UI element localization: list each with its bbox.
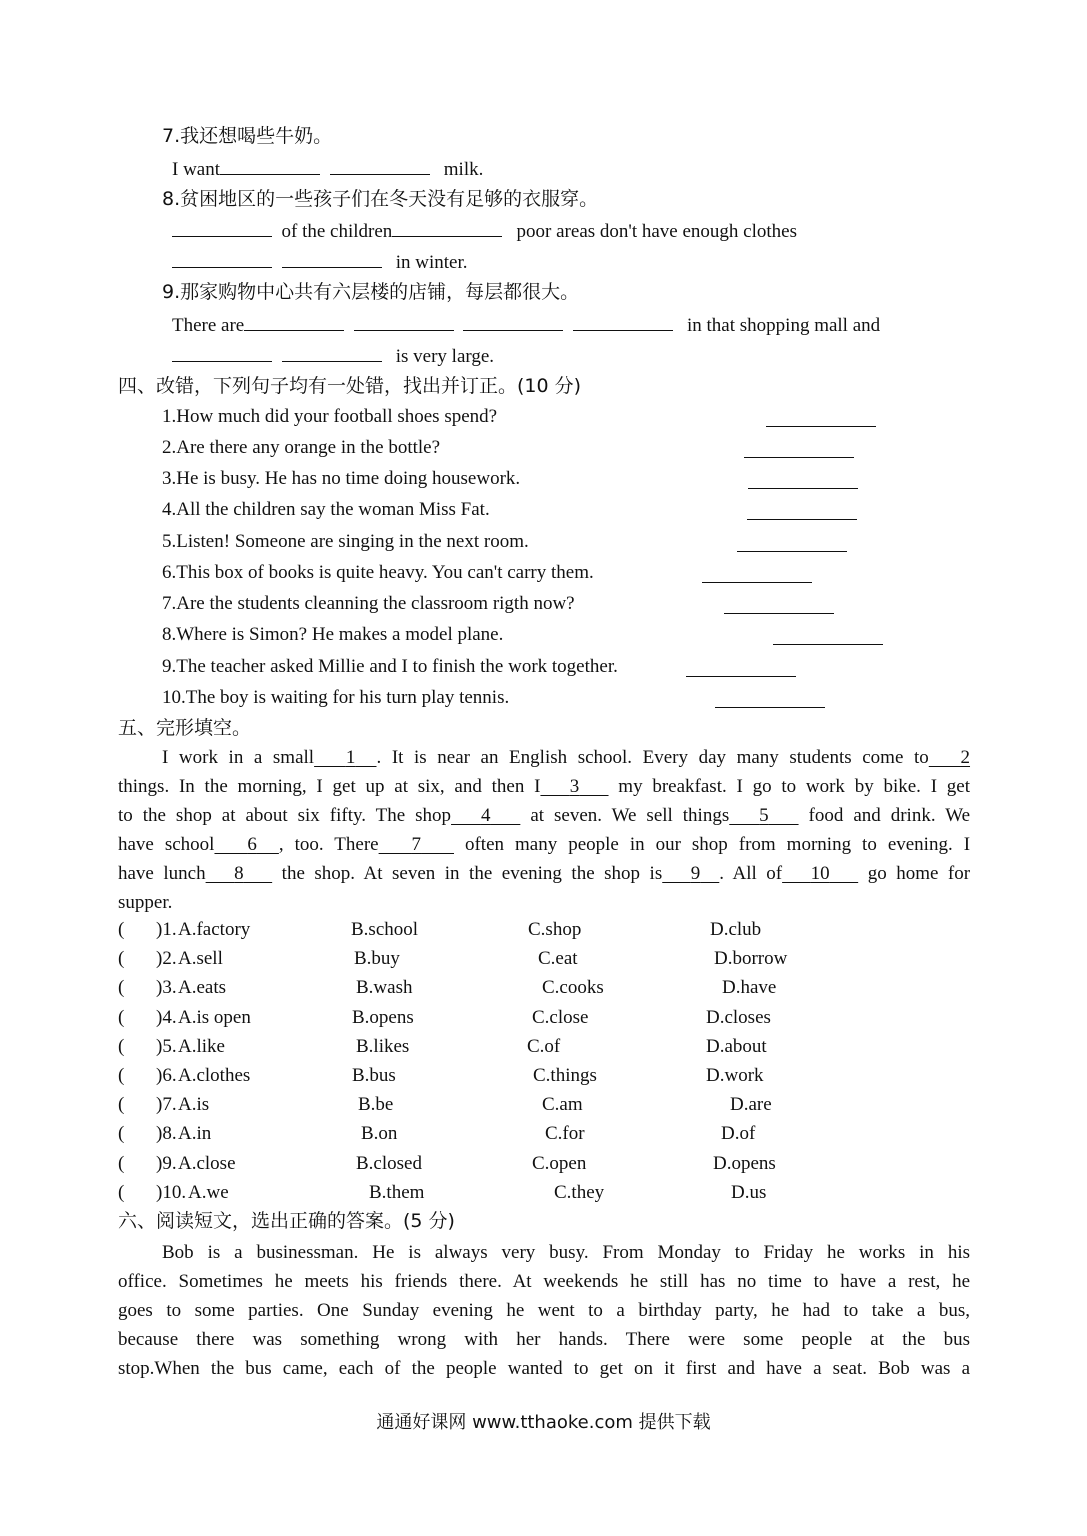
answer-blank[interactable] xyxy=(282,249,382,268)
correction-blank-7[interactable] xyxy=(724,612,834,614)
reading-line-3: goes to some parties. One Sunday evening he went to a birthday party, he had to take a bus, xyxy=(118,1300,970,1321)
answer-blank[interactable] xyxy=(392,218,502,237)
correction-blank-4[interactable] xyxy=(747,518,857,520)
error-item-1: 1.How much did your football shoes spend? xyxy=(162,406,498,427)
answer-blank[interactable] xyxy=(244,312,344,331)
answer-blank[interactable] xyxy=(172,218,272,237)
answer-bracket[interactable]: ( xyxy=(118,1006,125,1028)
answer-blank[interactable] xyxy=(463,312,563,331)
error-item-5: 5.Listen! Someone are singing in the next room. xyxy=(162,531,529,552)
error-item-9: 9.The teacher asked Millie and I to finish the work together. xyxy=(162,656,618,677)
q8-english-2: in winter. xyxy=(172,249,468,275)
option-d[interactable]: D.are xyxy=(730,1094,772,1116)
question-number: )8. xyxy=(156,1123,177,1145)
option-d[interactable]: D.opens xyxy=(713,1152,776,1174)
cloze-blank-3[interactable]: 3 xyxy=(569,776,580,797)
error-item-3: 3.He is busy. He has no time doing housework. xyxy=(162,468,521,489)
cloze-line-2: things. In the morning, I get up at six, and then I 3 my breakfast. I go to work by bike. I get xyxy=(118,776,970,797)
error-item-2: 2.Are there any orange in the bottle? xyxy=(162,437,441,458)
reading-line-5: stop.When the bus came, each of the people wanted to get on it first and have a seat. Bob was a xyxy=(118,1358,970,1379)
section5-heading: 五、完形填空。 xyxy=(118,717,252,739)
answer-bracket[interactable]: ( xyxy=(118,919,125,940)
question-number: )9. xyxy=(156,1152,177,1174)
q9-english-2: is very large. xyxy=(172,343,494,369)
cloze-line-4: have school 6 , too. There 7 often many people in our shop from morning to evening. I xyxy=(118,834,971,855)
option-b[interactable]: B.opens xyxy=(352,1006,414,1028)
error-item-10: 10.The boy is waiting for his turn play tennis. xyxy=(162,687,510,708)
option-c[interactable]: C.of xyxy=(527,1035,561,1057)
cloze-blank-5[interactable]: 5 xyxy=(759,805,769,826)
option-b[interactable]: B.them xyxy=(369,1181,425,1203)
correction-blank-1[interactable] xyxy=(766,425,876,427)
option-b[interactable]: B.on xyxy=(361,1123,398,1145)
reading-line-4: because there was something wrong with her hands. There were some people at the bus xyxy=(118,1329,970,1350)
error-item-7: 7.Are the students cleanning the classroom rigth now? xyxy=(162,593,575,614)
option-a[interactable]: A.clothes xyxy=(178,1065,251,1086)
option-c[interactable]: C.open xyxy=(532,1152,587,1174)
page-footer: 通通好课网 www.tthaoke.com 提供下载 xyxy=(376,1412,711,1433)
cloze-blank-6[interactable]: 6 xyxy=(247,834,257,855)
answer-blank[interactable] xyxy=(573,312,673,331)
reading-line-2: office. Sometimes he meets his friends there. At weekends he still has no time to have a rest, he xyxy=(118,1271,970,1292)
cloze-blank-10[interactable]: 10 xyxy=(810,863,830,884)
q9-english-1: There are in that shopping mall and xyxy=(172,312,880,338)
q8-chinese: 8.贫困地区的一些孩子们在冬天没有足够的衣服穿。 xyxy=(162,188,599,210)
option-a[interactable]: A.eats xyxy=(178,977,227,999)
option-d[interactable]: D.us xyxy=(731,1181,767,1203)
question-number: )4. xyxy=(156,1006,177,1028)
option-d[interactable]: D.closes xyxy=(706,1006,771,1028)
option-c[interactable]: C.am xyxy=(542,1094,583,1116)
option-b[interactable]: B.bus xyxy=(352,1065,396,1086)
question-number: )10. xyxy=(156,1181,187,1203)
option-d[interactable]: D.work xyxy=(706,1065,764,1086)
question-number: )1. xyxy=(156,919,177,940)
answer-blank[interactable] xyxy=(220,156,320,175)
option-d[interactable]: D.have xyxy=(722,977,777,999)
section6-heading: 六、阅读短文，选出正确的答案。(5 分) xyxy=(118,1210,455,1232)
option-b[interactable]: B.closed xyxy=(356,1152,422,1174)
q7-english: I want milk. xyxy=(172,156,483,182)
answer-bracket[interactable]: ( xyxy=(118,1065,125,1086)
cloze-blank-2[interactable]: 2 xyxy=(960,747,971,768)
option-a[interactable]: A.in xyxy=(178,1123,212,1145)
cloze-line-5: have lunch 8 the shop. At seven in the evening the shop is 9 . All of 10 go home for xyxy=(118,863,971,884)
option-c[interactable]: C.they xyxy=(554,1181,605,1203)
option-c[interactable]: C.cooks xyxy=(542,977,604,999)
option-b[interactable]: B.school xyxy=(351,919,419,940)
cloze-line-6: supper. xyxy=(118,892,173,913)
cloze-blank-7[interactable]: 7 xyxy=(411,834,422,855)
answer-blank[interactable] xyxy=(354,312,454,331)
answer-bracket[interactable]: ( xyxy=(118,948,125,970)
cloze-blank-8[interactable]: 8 xyxy=(234,863,244,884)
option-a[interactable]: A.we xyxy=(188,1181,229,1203)
section4-heading: 四、改错，下列句子均有一处错，找出并订正。(10 分) xyxy=(118,375,582,397)
option-a[interactable]: A.is xyxy=(178,1094,210,1116)
cloze-blank-9[interactable]: 9 xyxy=(690,863,701,884)
answer-blank[interactable] xyxy=(172,249,272,268)
option-b[interactable]: B.be xyxy=(358,1094,394,1116)
error-item-4: 4.All the children say the woman Miss Fat. xyxy=(162,499,490,520)
answer-blank[interactable] xyxy=(172,343,272,362)
correction-blank-2[interactable] xyxy=(744,456,854,458)
option-b[interactable]: B.wash xyxy=(356,977,413,999)
option-a[interactable]: A.sell xyxy=(178,948,223,970)
option-c[interactable]: C.for xyxy=(545,1123,585,1145)
correction-blank-3[interactable] xyxy=(748,487,858,489)
answer-bracket[interactable]: ( xyxy=(118,1152,125,1174)
option-d[interactable]: D.borrow xyxy=(714,948,788,970)
option-a[interactable]: A.close xyxy=(178,1152,236,1174)
question-number: )7. xyxy=(156,1094,177,1116)
option-c[interactable]: C.shop xyxy=(528,919,582,940)
error-item-6: 6.This box of books is quite heavy. You can't carry them. xyxy=(162,562,594,583)
correction-blank-8[interactable] xyxy=(773,643,883,645)
cloze-line-3: to the shop at about six fifty. The shop 4 at seven. We sell things 5 food and drink. We xyxy=(118,805,971,826)
option-a[interactable]: A.like xyxy=(178,1035,225,1057)
option-a[interactable]: A.is open xyxy=(178,1006,251,1028)
option-c[interactable]: C.eat xyxy=(538,948,578,970)
cloze-line-1: I work in a small 1 . It is near an English school. Every day many students come to 2 xyxy=(162,747,971,768)
option-b[interactable]: B.likes xyxy=(356,1035,410,1057)
error-item-8: 8.Where is Simon? He makes a model plane. xyxy=(162,624,504,645)
question-number: )5. xyxy=(156,1035,177,1057)
cloze-blank-4[interactable]: 4 xyxy=(480,805,491,826)
question-number: )3. xyxy=(156,977,177,999)
q9-chinese: 9.那家购物中心共有六层楼的店铺，每层都很大。 xyxy=(162,281,580,303)
question-number: )2. xyxy=(156,948,177,970)
answer-blank[interactable] xyxy=(330,156,430,175)
answer-bracket[interactable]: ( xyxy=(118,977,125,999)
correction-blank-9[interactable] xyxy=(686,675,796,677)
option-a[interactable]: A.factory xyxy=(178,919,251,940)
q7-chinese: 7.我还想喝些牛奶。 xyxy=(162,125,333,147)
correction-blank-5[interactable] xyxy=(737,550,847,552)
cloze-blank-1[interactable]: 1 xyxy=(345,747,356,768)
option-c[interactable]: C.things xyxy=(533,1065,597,1086)
option-d[interactable]: D.about xyxy=(706,1035,767,1057)
answer-bracket[interactable]: ( xyxy=(118,1035,125,1057)
answer-bracket[interactable]: ( xyxy=(118,1123,125,1145)
option-b[interactable]: B.buy xyxy=(354,948,400,970)
q8-english-1: of the children poor areas don't have enough clothes xyxy=(172,218,797,244)
reading-line-1: Bob is a businessman. He is always very busy. From Monday to Friday he works in his xyxy=(162,1242,970,1263)
correction-blank-10[interactable] xyxy=(715,706,825,708)
question-number: )6. xyxy=(156,1065,177,1086)
answer-blank[interactable] xyxy=(282,343,382,362)
correction-blank-6[interactable] xyxy=(702,581,812,583)
answer-bracket[interactable]: ( xyxy=(118,1094,125,1116)
option-d[interactable]: D.of xyxy=(721,1123,756,1145)
answer-bracket[interactable]: ( xyxy=(118,1181,125,1203)
option-c[interactable]: C.close xyxy=(532,1006,589,1028)
option-d[interactable]: D.club xyxy=(710,919,762,940)
